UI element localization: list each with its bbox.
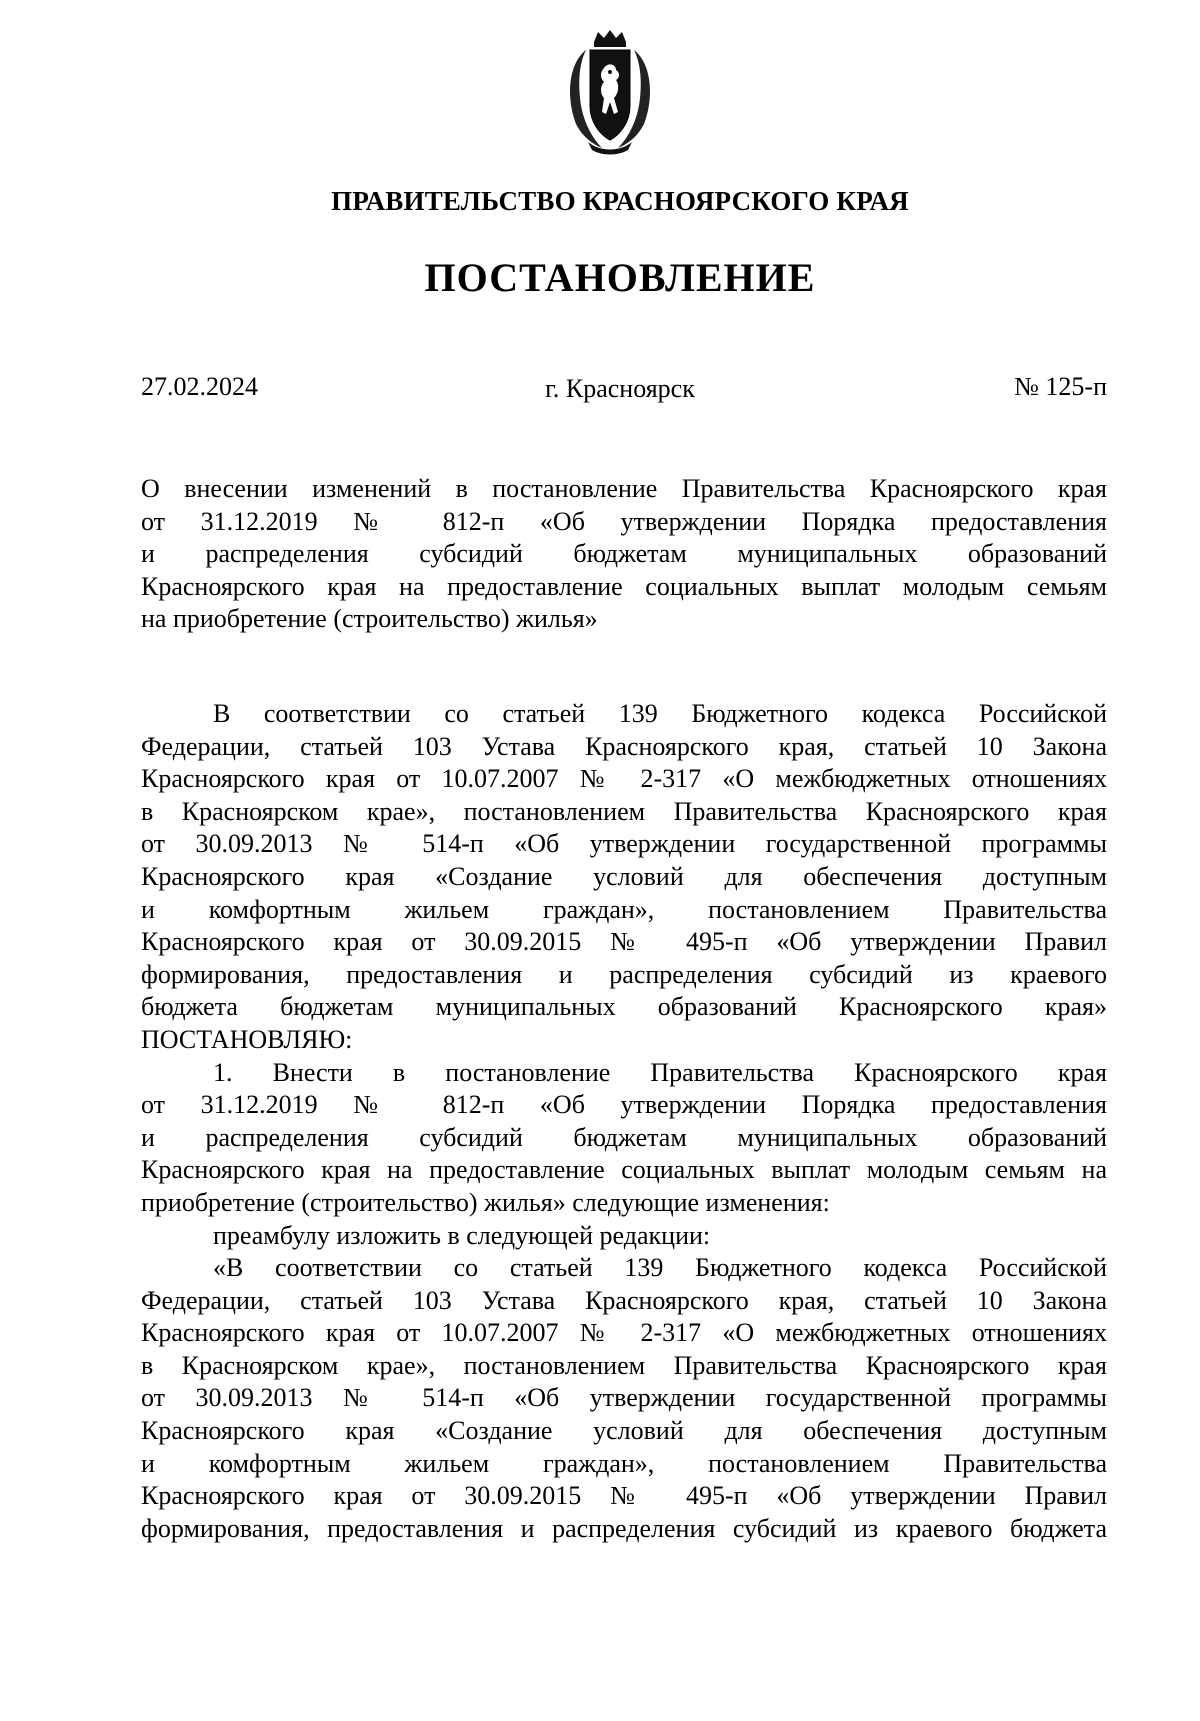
body-line: Красноярского края «Создание условий для обеспечения доступным [141,1416,1107,1446]
body-line: от 30.09.2013 № 514-п «Об утверждении государственной программы [141,1383,1107,1413]
subject-line: и распределения субсидий бюджетам муниципальных образований [141,539,1107,569]
body-line: Красноярского края от 10.07.2007 № 2-317 «О межбюджетных отношениях [141,764,1107,794]
subject-line: О внесении изменений в постановление Правительства Красноярского края [141,474,1107,503]
body-line: 1. Внести в постановление Правительства Красноярского края [213,1057,1107,1087]
body-line: и комфортным жильем граждан», постановлением Правительства [141,894,1107,924]
subject-line: от 31.12.2019 № 812-п «Об утверждении Порядка предоставления [141,506,1107,536]
body-line: формирования, предоставления и распределения субсидий из краевого [141,959,1107,989]
body-line: приобретение (строительство) жилья» следующие изменения: [141,1187,830,1217]
document-type-title: ПОСТАНОВЛЕНИЕ [424,255,816,300]
body-line: Красноярского края от 30.09.2015 № 495-п «Об утверждении Правил [141,1481,1107,1511]
document-body [141,698,1107,1545]
document-subject [141,473,1107,636]
document-number: № 125-п [1014,372,1107,401]
body-line: Красноярского края на предоставление социальных выплат молодым семьям на [141,1155,1107,1185]
body-line: Красноярского края от 30.09.2015 № 495-п «Об утверждении Правил [141,927,1107,957]
body-line: и распределения субсидий бюджетам муниципальных образований [141,1122,1107,1152]
document-date: 27.02.2024 [141,372,258,401]
body-line: в Красноярском крае», постановлением Правительства Красноярского края [141,1350,1107,1380]
subject-line: на приобретение (строительство) жилья» [141,604,598,634]
body-line: Красноярского края «Создание условий для обеспечения доступным [141,861,1107,891]
body-line: бюджета бюджетам муниципальных образований Красноярского края» [141,992,1107,1022]
body-line: и комфортным жильем граждан», постановлением Правительства [141,1448,1107,1478]
body-line: формирования, предоставления и распределения субсидий из краевого бюджета [141,1513,1107,1543]
body-line: от 31.12.2019 № 812-п «Об утверждении Порядка предоставления [141,1090,1107,1120]
krasnoyarsk-coat-of-arms-icon [558,28,662,156]
body-line: «В соответствии со статьей 139 Бюджетного кодекса Российской [213,1253,1107,1283]
body-line: В соответствии со статьей 139 Бюджетного кодекса Российской [213,699,1107,728]
body-line: преамбулу изложить в следующей редакции: [213,1220,711,1250]
body-line: Федерации, статьей 103 Устава Красноярского края, статьей 10 Закона [141,1285,1107,1315]
body-line: Федерации, статьей 103 Устава Красноярского края, статьей 10 Закона [141,731,1107,761]
body-line-resolve: ПОСТАНОВЛЯЮ: [141,1024,353,1054]
body-line: в Красноярском крае», постановлением Правительства Красноярского края [141,796,1107,826]
subject-line: Красноярского края на предоставление социальных выплат молодым семьям [141,571,1107,601]
government-title: ПРАВИТЕЛЬСТВО КРАСНОЯРСКОГО КРАЯ [331,186,909,216]
body-line: от 30.09.2013 № 514-п «Об утверждении государственной программы [141,829,1107,859]
document-city: г. Красноярск [545,374,695,403]
body-line: Красноярского края от 10.07.2007 № 2-317 «О межбюджетных отношениях [141,1318,1107,1348]
